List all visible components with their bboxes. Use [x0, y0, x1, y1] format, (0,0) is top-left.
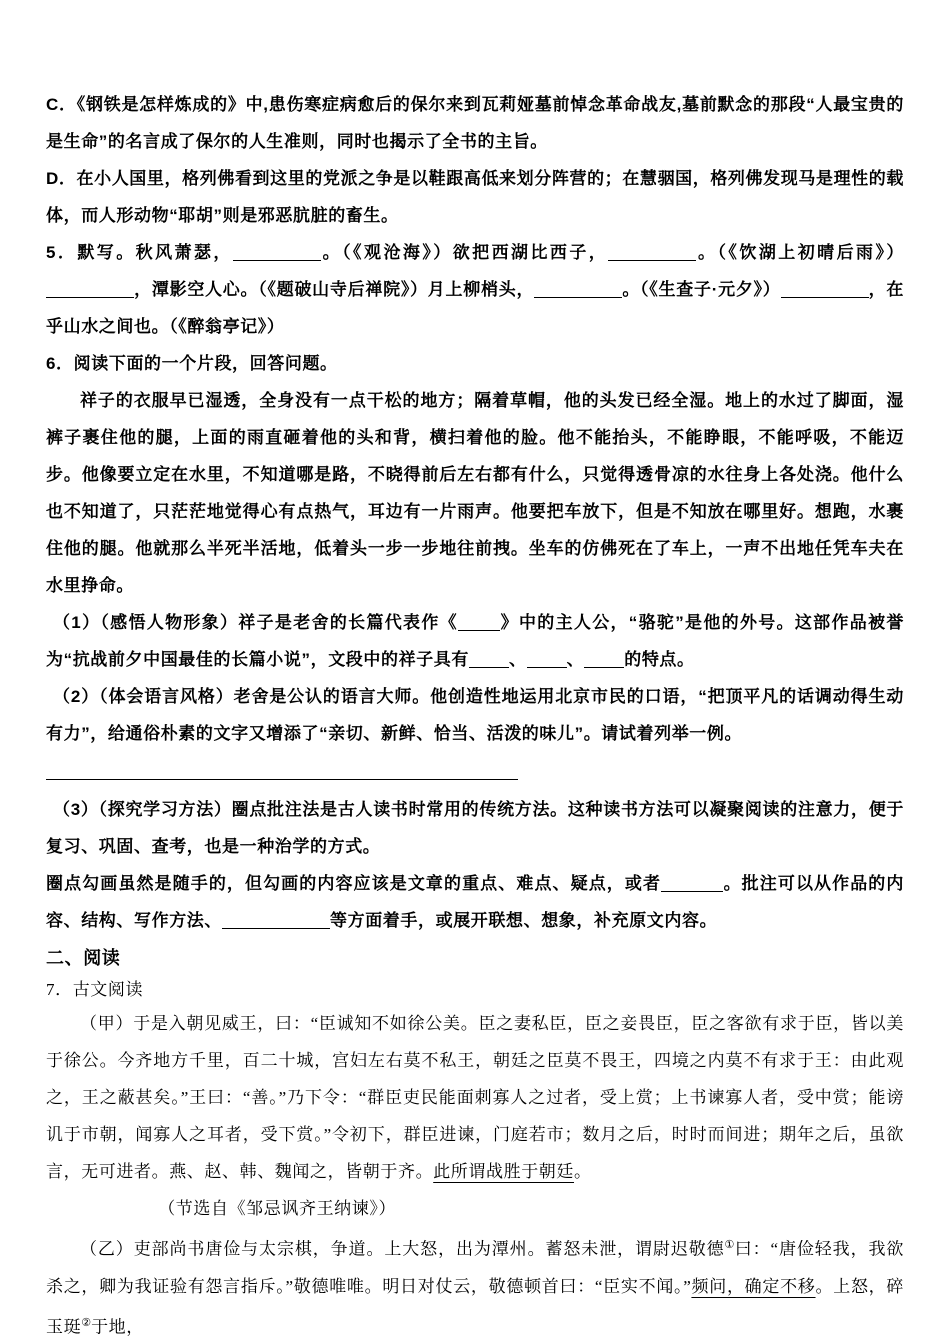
fill-in-blank — [46, 765, 518, 780]
fill-in-blank — [781, 283, 869, 298]
text-run: 。批注可以从作品的内容、结构、写作方法、 — [46, 874, 905, 930]
text-run: 。（《生查子·元夕》） — [622, 280, 781, 299]
text-run: 7．古文阅读 — [46, 980, 144, 999]
fill-in-blank — [469, 653, 509, 668]
text-run: 圈点勾画虽然是随手的，但勾画的内容应该是文章的重点、难点、疑点，或者 — [46, 874, 662, 893]
fill-in-blank — [608, 246, 696, 261]
option-c — [46, 86, 904, 160]
fill-in-blank — [661, 877, 723, 892]
text-run: 的特点。 — [624, 650, 695, 669]
text-run: 曰：“唐俭轻我，我欲杀之，卿为我证验有怨言指斥。”敬德唯唯。明日对仗云，敬德顿首曰：“臣实不闻。” — [46, 1239, 904, 1296]
text-run: C．《钢铁是怎样炼成的》中,患伤寒症病愈后的保尔来到瓦莉娅墓前悼念革命战友,墓前默念的那段“人最宝贵的是生命”的名言成了保尔的人生准则，同时也揭示了全书的主旨。 — [46, 95, 904, 151]
passage-jia-zouji — [46, 1005, 904, 1190]
text-run: 等方面着手，或展开联想、想象，补充原文内容。 — [330, 911, 718, 930]
fill-in-blank — [222, 914, 330, 929]
text-run: 于地， — [91, 1317, 144, 1337]
question-6-3 — [46, 791, 904, 865]
text-run: 6．阅读下面的一个片段，回答问题。 — [46, 354, 338, 373]
text-run: 。上怒，碎玉珽 — [46, 1276, 904, 1337]
question-6-1 — [46, 604, 904, 678]
passage-yi-tangjian — [46, 1227, 904, 1344]
answer-blank-line — [46, 752, 904, 791]
fill-in-blank — [527, 653, 567, 668]
section-heading-reading — [46, 942, 904, 975]
text-run: 祥子的衣服早已湿透，全身没有一点干松的地方；隔着草帽，他的头发已经全湿。地上的水过了脚面，湿裤子裹住他的腿，上面的雨直砸着他的头和背，横扫着他的脸。他不能抬头，不能睁眼，不能呼吸，不能迈步。他像要立定在水里，不知道哪是路，不晓得前后左右都有什么，只觉得透骨凉的水往身上各处浇。他什么也不知道了，只茫茫地觉得心有点热气，耳边有一片雨声。他要把车放下，但是不知放在哪里好。想跑，水裹住他的腿。他就那么半死半活地，低着头一步一步地往前拽。坐车的仿佛死在了车上，一声不出地任凭车夫在水里挣命。 — [46, 391, 904, 595]
text-run: （节选自《邹忌讽齐王纳谏》） — [158, 1199, 397, 1218]
text-run: 二、阅读 — [46, 948, 121, 968]
underlined-phrase: 此所谓战胜于朝廷 — [433, 1162, 575, 1181]
text-run: ，潭影空人心。（《题破山寺后禅院》）月上柳梢头， — [134, 280, 535, 299]
text-run: 、 — [566, 650, 585, 669]
question-7-heading — [46, 975, 904, 1005]
text-run: （2）（体会语言风格）老舍是公认的语言大师。他创造性地运用北京市民的口语，“把顶平凡的话调动得生动有力”，给通俗朴素的文字又增添了“亲切、新鲜、恰当、活泼的味儿”。请试着列举一例。 — [46, 687, 904, 743]
question-5-dictation — [46, 234, 904, 345]
text-run: （1）（感悟人物形象）祥子是老舍的长篇代表作《 — [53, 613, 458, 632]
passage-camel-xiangzi — [46, 382, 904, 604]
text-run: 。（《饮湖上初晴后雨》） — [696, 243, 904, 262]
document-body — [46, 86, 904, 1344]
text-run: D．在小人国里，格列佛看到这里的党派之争是以鞋跟高低来划分阵营的；在慧骃国，格列佛发现马是理性的载体，而人形动物“耶胡”则是邪恶肮脏的畜生。 — [46, 169, 904, 225]
text-run: 》中的主人公，“骆驼”是他的外号。这部作品被誉为“抗战前夕中国最佳的长篇小说”，文段中的祥子具有 — [46, 613, 904, 669]
text-run: 5．默写。秋风萧瑟， — [46, 243, 233, 262]
text-run: （甲）于是入朝见威王，曰：“臣诚知不如徐公美。臣之妻私臣，臣之妾畏臣，臣之客欲有求于臣，皆以美于徐公。今齐地方千里，百二十城，宫妇左右莫不私王，朝廷之臣莫不畏王，四境之内莫不有求于王：由此观之，王之蔽甚矣。”王曰：“善。”乃下令：“群臣吏民能面刺寡人之过者，受上赏；上书谏寡人者，受中赏；能谤讥于市朝，闻寡人之耳者，受下赏。”令初下，群臣进谏，门庭若市；数月之后，时时而间进；期年之后，虽欲言，无可进者。燕、赵、韩、魏闻之，皆朝于齐。 — [46, 1014, 904, 1181]
fill-in-blank — [233, 246, 321, 261]
text-run: 、 — [509, 650, 527, 669]
question-6-3-fill — [46, 865, 904, 939]
text-run: （乙）吏部尚书唐俭与太宗棋，争道。上大怒，出为潭州。蓄怒未泄，谓尉迟敬德 — [80, 1239, 725, 1259]
text-run: 。（《观沧海》）欲把西湖比西子， — [320, 243, 609, 262]
question-6-intro — [46, 345, 904, 382]
fill-in-blank — [458, 616, 500, 631]
text-run: （3）（探究学习方法）圈点批注法是古人读书时常用的传统方法。这种读书方法可以凝聚阅读的注意力，便于复习、巩固、查考，也是一种治学的方式。 — [46, 800, 904, 856]
fill-in-blank — [46, 283, 134, 298]
fill-in-blank — [534, 283, 622, 298]
underlined-phrase: 频问，确定不移 — [691, 1276, 816, 1296]
text-run: ，在乎山水之间也。（《醉翁亭记》） — [46, 280, 904, 336]
option-d — [46, 160, 904, 234]
note-marker-superscript: ② — [81, 1316, 92, 1329]
passage-source-note — [46, 1190, 904, 1227]
note-marker-superscript: ① — [724, 1239, 735, 1251]
fill-in-blank — [584, 653, 624, 668]
question-6-2 — [46, 678, 904, 752]
text-run: 。 — [574, 1162, 592, 1181]
